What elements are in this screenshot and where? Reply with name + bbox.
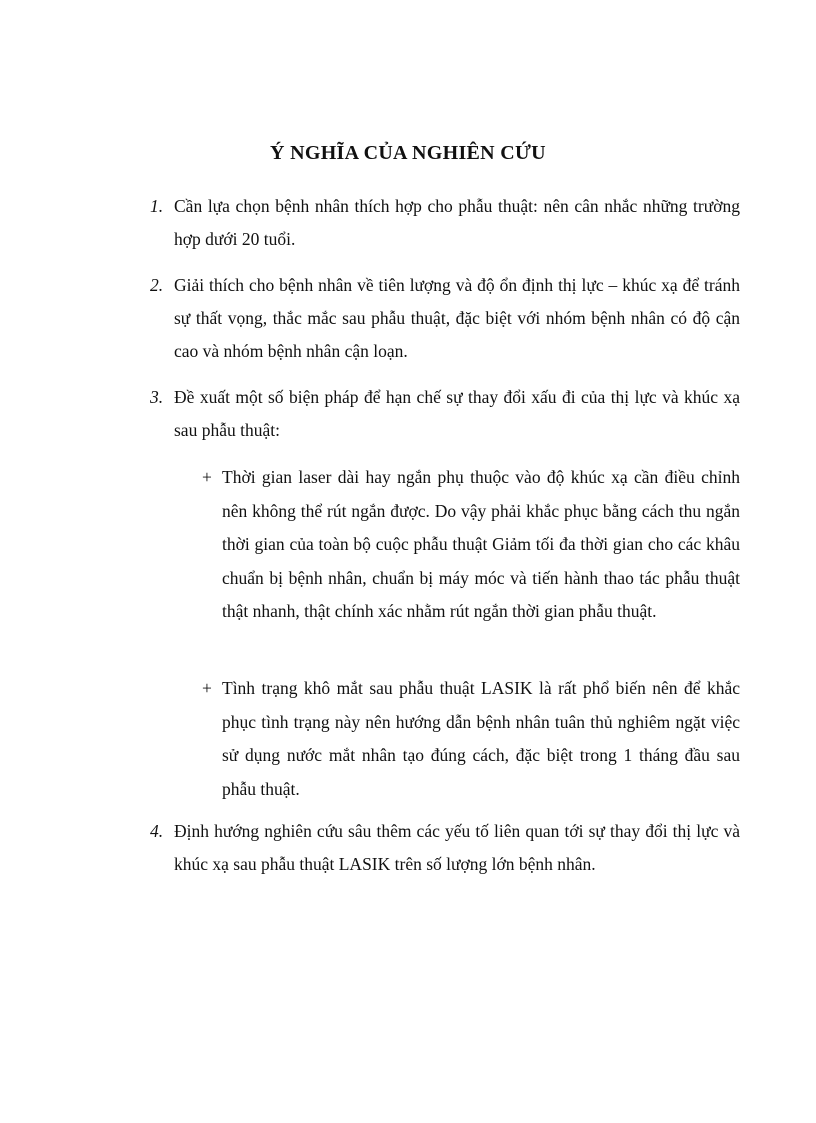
item-number: 2. bbox=[150, 275, 164, 295]
sub-item-1 bbox=[202, 461, 740, 629]
item-text: Giải thích cho bệnh nhân về tiên lượng và độ ổn định thị lực – khúc xạ để tránh sự thất vọng, thắc mắc sau phẫu thuật, đặc biệt với nhóm bệnh nhân có độ cận cao và nhóm bệnh nhân cận loạn. bbox=[174, 275, 740, 361]
list-item-3 bbox=[150, 381, 740, 447]
list-item-4 bbox=[150, 815, 740, 881]
page-title: Ý NGHĨA CỦA NGHIÊN CỨU bbox=[270, 142, 546, 164]
list-item-2 bbox=[150, 269, 740, 368]
sub-item-text: Thời gian laser dài hay ngắn phụ thuộc vào độ khúc xạ cần điều chỉnh nên không thể rút ngắn được. Do vậy phải khắc phục bằng cách thu ngắn thời gian của toàn bộ cuộc phẫu thuật Giảm tối đa thời gian cho các khâu chuẩn bị bệnh nhân, chuẩn bị máy móc và tiến hành thao tác phẫu thuật thật nhanh, thật chính xác nhằm rút ngắn thời gian phẫu thuật. bbox=[222, 467, 740, 621]
sub-item-2 bbox=[202, 672, 740, 806]
item-number: 1. bbox=[150, 196, 164, 216]
plus-bullet: + bbox=[202, 678, 212, 698]
item-text: Cần lựa chọn bệnh nhân thích hợp cho phẫu thuật: nên cân nhắc những trường hợp dưới 20 tuổi. bbox=[174, 196, 740, 249]
sub-item-text: Tình trạng khô mắt sau phẫu thuật LASIK là rất phổ biến nên để khắc phục tình trạng này nên hướng dẫn bệnh nhân tuân thủ nghiêm ngặt việc sử dụng nước mắt nhân tạo đúng cách, đặc biệt trong 1 tháng đầu sau phẫu thuật. bbox=[222, 678, 740, 799]
item-number: 4. bbox=[150, 821, 164, 841]
list-item-1 bbox=[150, 190, 740, 256]
item-text: Định hướng nghiên cứu sâu thêm các yếu tố liên quan tới sự thay đổi thị lực và khúc xạ sau phẫu thuật LASIK trên số lượng lớn bệnh nhân. bbox=[174, 821, 740, 874]
item-number: 3. bbox=[150, 387, 164, 407]
plus-bullet: + bbox=[202, 467, 212, 487]
item-text: Đề xuất một số biện pháp để hạn chế sự thay đổi xấu đi của thị lực và khúc xạ sau phẫu thuật: bbox=[174, 387, 740, 440]
